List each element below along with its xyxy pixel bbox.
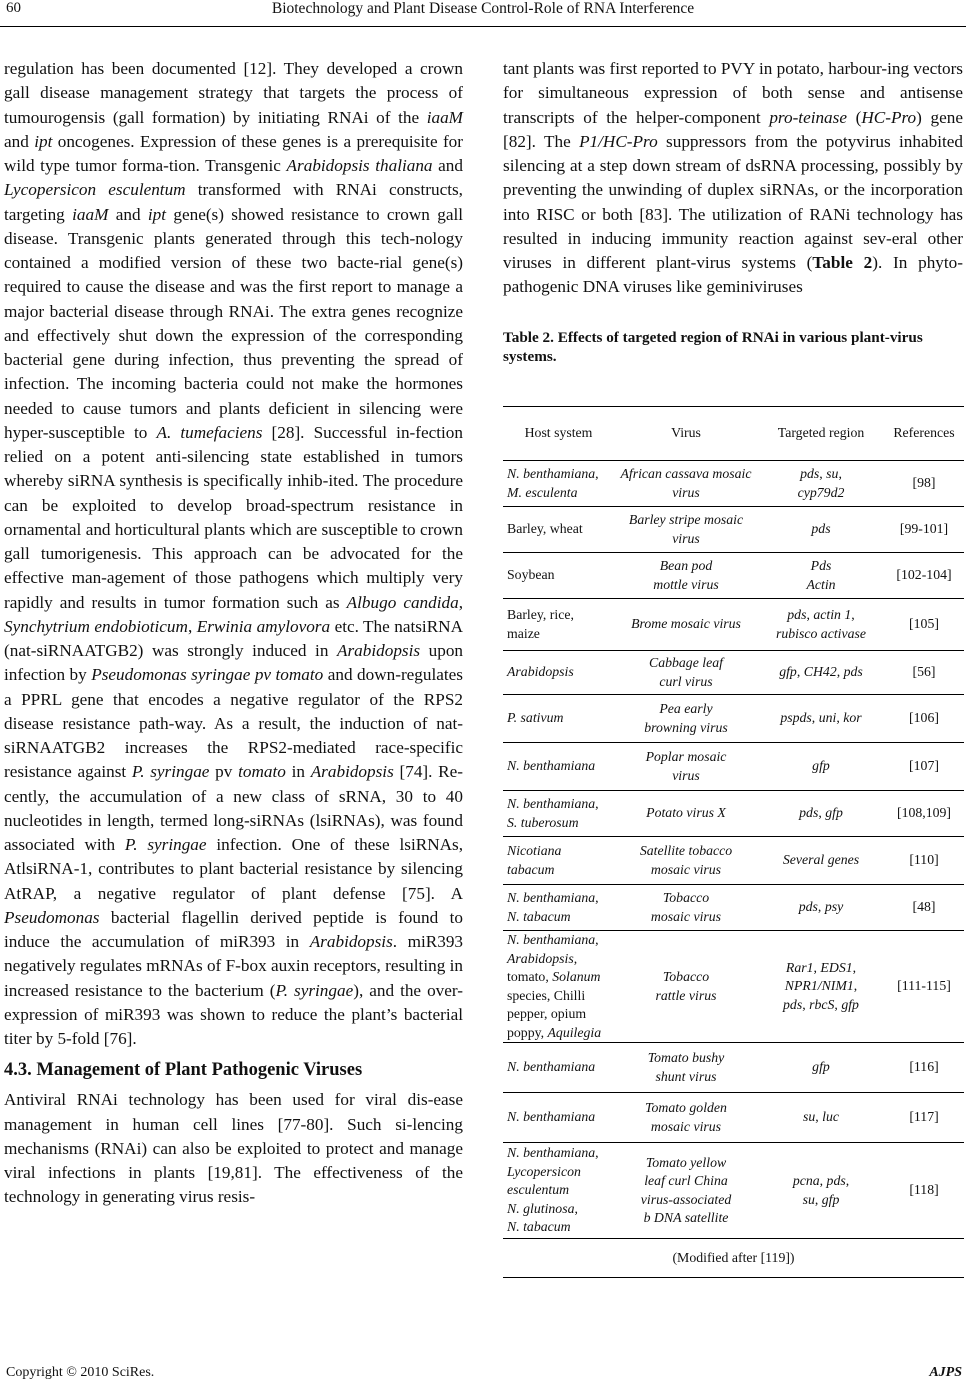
cell-virus: African cassava mosaic virus — [620, 466, 752, 500]
cell-region: pds, actin 1, rubisco activase — [775, 607, 867, 641]
table-row — [503, 931, 964, 1043]
cell-virus: Potato virus X — [646, 805, 726, 821]
running-title: Biotechnology and Plant Disease Control-Role of RNA Interference — [271, 0, 695, 17]
page-header — [0, 0, 966, 27]
cell-reference: [110] — [909, 852, 939, 868]
table-header-row — [503, 407, 964, 461]
cell-region: pspds, uni, kor — [780, 710, 862, 726]
left-column — [4, 57, 463, 1210]
table-footnote: (Modified after [119]) — [672, 1249, 795, 1265]
cell-virus: Poplar mosaic virus — [645, 749, 727, 783]
column-header-region: Targeted region — [777, 425, 865, 441]
cell-region: gfp — [812, 758, 830, 774]
cell-region: pds, su, cyp79d2 — [797, 466, 845, 500]
cell-host: Barley, wheat — [507, 521, 583, 537]
cell-reference: [111-115] — [897, 978, 951, 994]
cell-region: su, luc — [802, 1109, 840, 1125]
table-row — [503, 507, 964, 553]
cell-host: N. benthamiana — [507, 758, 596, 774]
table-row — [503, 461, 964, 507]
cell-region: gfp — [812, 1059, 830, 1075]
cell-host: N. benthamiana, N. tabacum — [507, 890, 599, 924]
table-row — [503, 837, 964, 885]
cell-virus: Satellite tobacco mosaic virus — [639, 843, 733, 877]
body-paragraph: tant plants was first reported to PVY in potato, harbour-ing vectors for simultaneous expression of both sense and antisense transcripts of the helper-component pro-teinase (HC-Pro) gene [82]. The P1/HC-Pro suppressors from the potyvirus inhabited silencing at a step down stream of dsRNA processing, possibly by preventing the unwinding of duplex siRNAs, or the incorporation into RISC or both [83]. The utilization of RANi technology has resulted in inducing immunity reaction against sev-eral other viruses in different plant-virus systems (Table 2). In phyto-pathogenic DNA viruses like geminiviruses — [503, 59, 963, 297]
table-row — [503, 885, 964, 931]
cell-virus: Cabbage leaf curl virus — [649, 655, 723, 689]
copyright-notice: Copyright © 2010 SciRes. — [6, 1365, 155, 1380]
cell-reference: [48] — [912, 899, 936, 915]
column-header-virus: Virus — [671, 425, 701, 441]
table-body — [503, 461, 964, 1278]
cell-reference: [116] — [909, 1059, 939, 1075]
cell-virus: Tomato golden mosaic virus — [645, 1100, 727, 1134]
cell-host: N. benthamiana, Arabidopsis, tomato, Solanum species, Chilli pepper, opium poppy, Aquilegia — [507, 932, 602, 1040]
cell-reference: [118] — [909, 1182, 939, 1198]
cell-virus: Tomato bushy shunt virus — [647, 1050, 725, 1084]
cell-host: N. benthamiana, M. esculenta — [507, 466, 599, 500]
table-caption: Table 2. Effects of targeted region of RNAi in various plant-virus systems. — [503, 328, 923, 365]
column-header-host: Host system — [524, 425, 593, 441]
body-paragraph: Antiviral RNAi technology has been used for viral dis-ease management in human cell lines [77-80]. Such si-lencing mechanisms (RNAi) can also be exploited to protect and manage viral infections in plants [19,81]. The effectiveness of the technology in generating virus resis- — [4, 1090, 463, 1207]
cell-host: N. benthamiana — [507, 1059, 596, 1075]
table-row — [503, 791, 964, 837]
cell-region: gfp, CH42, pds — [779, 664, 863, 680]
table-row — [503, 1093, 964, 1143]
right-column — [503, 57, 963, 366]
cell-reference: [98] — [912, 475, 936, 491]
cell-virus: Brome mosaic virus — [631, 616, 741, 632]
cell-reference: [108,109] — [896, 805, 952, 821]
cell-host: N. benthamiana, S. tuberosum — [507, 796, 599, 830]
cell-reference: [102-104] — [896, 567, 952, 583]
section-heading: 4.3. Management of Plant Pathogenic Viruses — [4, 1060, 363, 1081]
body-paragraph: regulation has been documented [12]. They developed a crown gall disease management strategy that targets the process of tumourogensis (gall formation) by initiating RNAi of the iaaM and ipt oncogenes. Expression of these genes is a prerequisite for wild type tumor forma-tion. Transgenic Arabidopsis thaliana and Lycopersicon esculentum transformed with RNAi constructs, targeting iaaM and ipt gene(s) showed resistance to crown gall disease. Transgenic plants generated through this tech-nology contained a modified version of these two bacte-rial gene(s) required to cause the disease and was the first report to manage a major bacterial disease through RNAi. The extra genes recognize and effectively shut down the expression of the corresponding bacterial gene during infection, thus preventing the spread of infection. The incoming bacteria could not make the hormones needed to cause tumors and plants deficient in silencing were hyper-susceptible to A. tumefaciens [28]. Successful in-fection relied on a potent anti-silencing state established in tumors whereby siRNA synthesis is specifically inhib-ited. The procedure can be exploited to develop broad-spectrum resistance in ornamental and horticultural plants which are susceptible to crown gall tumorigenesis. This approach can be advocated for the effective man-agement of those pathogens which multiply very rapidly and results in tumor formation such as Albugo candida, Synchytrium endobioticum, Erwinia amylovora etc. The natsiRNA (nat-siRNAATGB2) was strongly induced in Arabidopsis upon infection by Pseudomonas syringae pv tomato and down-regulates a PPRL gene that encodes a negative regulator of the RPS2 disease resistance path-way. As a result, the induction of nat-siRNAATGB2 increases the RPS2-mediated race-specific resistance against P. syringae pv tomato in Arabidopsis [74]. Re-cently, the accumulation of a new class of sRNA, 30 to 40 nucleotides in length, termed long-siRNAs (lsiRNAs), was found associated with P. syringae infection. One of these lsiRNAs, AtlsiRNA-1, contributes to plant bacterial resistance by silencing AtRAP, a negative regulator of plant defense [75]. A Pseudomonas bacterial flagellin derived peptide is found to induce the accumulation of miR393 in Arabidopsis. miR393 negatively regulates mRNAs of F-box auxin receptors, resulting in increased resistance to the bacterium (P. syringae), and the over-expression of miR393 was shown to reduce the plant’s bacterial titer by 5-fold [76]. — [4, 59, 464, 1048]
table-row — [503, 651, 964, 695]
cell-virus: Tobacco mosaic virus — [650, 890, 722, 924]
cell-host: N. benthamiana — [507, 1109, 596, 1125]
table-row — [503, 1043, 964, 1093]
page-number: 60 — [6, 0, 21, 16]
cell-virus: Tobacco rattle virus — [655, 969, 717, 1003]
cell-virus: Bean pod mottle virus — [653, 558, 719, 592]
cell-reference: [117] — [909, 1109, 939, 1125]
cell-host: P. sativum — [507, 710, 564, 726]
table-row — [503, 743, 964, 791]
virus-table — [503, 406, 964, 1278]
cell-region: pds — [811, 521, 831, 537]
cell-reference: [105] — [909, 616, 939, 632]
cell-host: Arabidopsis — [507, 664, 574, 680]
cell-reference: [56] — [912, 664, 936, 680]
cell-virus: Tomato yellow leaf curl China virus-associated b DNA satellite — [640, 1154, 732, 1225]
journal-abbreviation: AJPS — [929, 1365, 962, 1380]
table-row — [503, 599, 964, 651]
cell-virus: Barley stripe mosaic virus — [628, 512, 744, 546]
cell-region: pds, psy — [798, 899, 844, 915]
table-row — [503, 695, 964, 743]
cell-virus: Pea early browning virus — [644, 701, 728, 735]
cell-region: pds, gfp — [799, 805, 843, 821]
column-header-references: References — [893, 425, 955, 441]
table-footnote-row — [503, 1239, 964, 1278]
cell-region: Pds Actin — [806, 558, 836, 592]
cell-host: Barley, rice, maize — [507, 607, 574, 641]
cell-host: N. benthamiana, Lycopersicon esculentum N. glutinosa, N. tabacum — [507, 1145, 599, 1235]
table-row — [503, 553, 964, 599]
cell-host: Nicotiana tabacum — [507, 843, 562, 877]
cell-reference: [99-101] — [899, 521, 949, 537]
cell-host: Soybean — [507, 567, 555, 583]
table-row — [503, 1143, 964, 1239]
cell-region: Several genes — [782, 852, 860, 868]
cell-reference: [107] — [909, 758, 939, 774]
cell-region: Rar1, EDS1, NPR1/NIM1, pds, rbcS, gfp — [783, 959, 859, 1012]
cell-reference: [106] — [909, 710, 939, 726]
cell-region: pcna, pds, su, gfp — [792, 1173, 850, 1207]
